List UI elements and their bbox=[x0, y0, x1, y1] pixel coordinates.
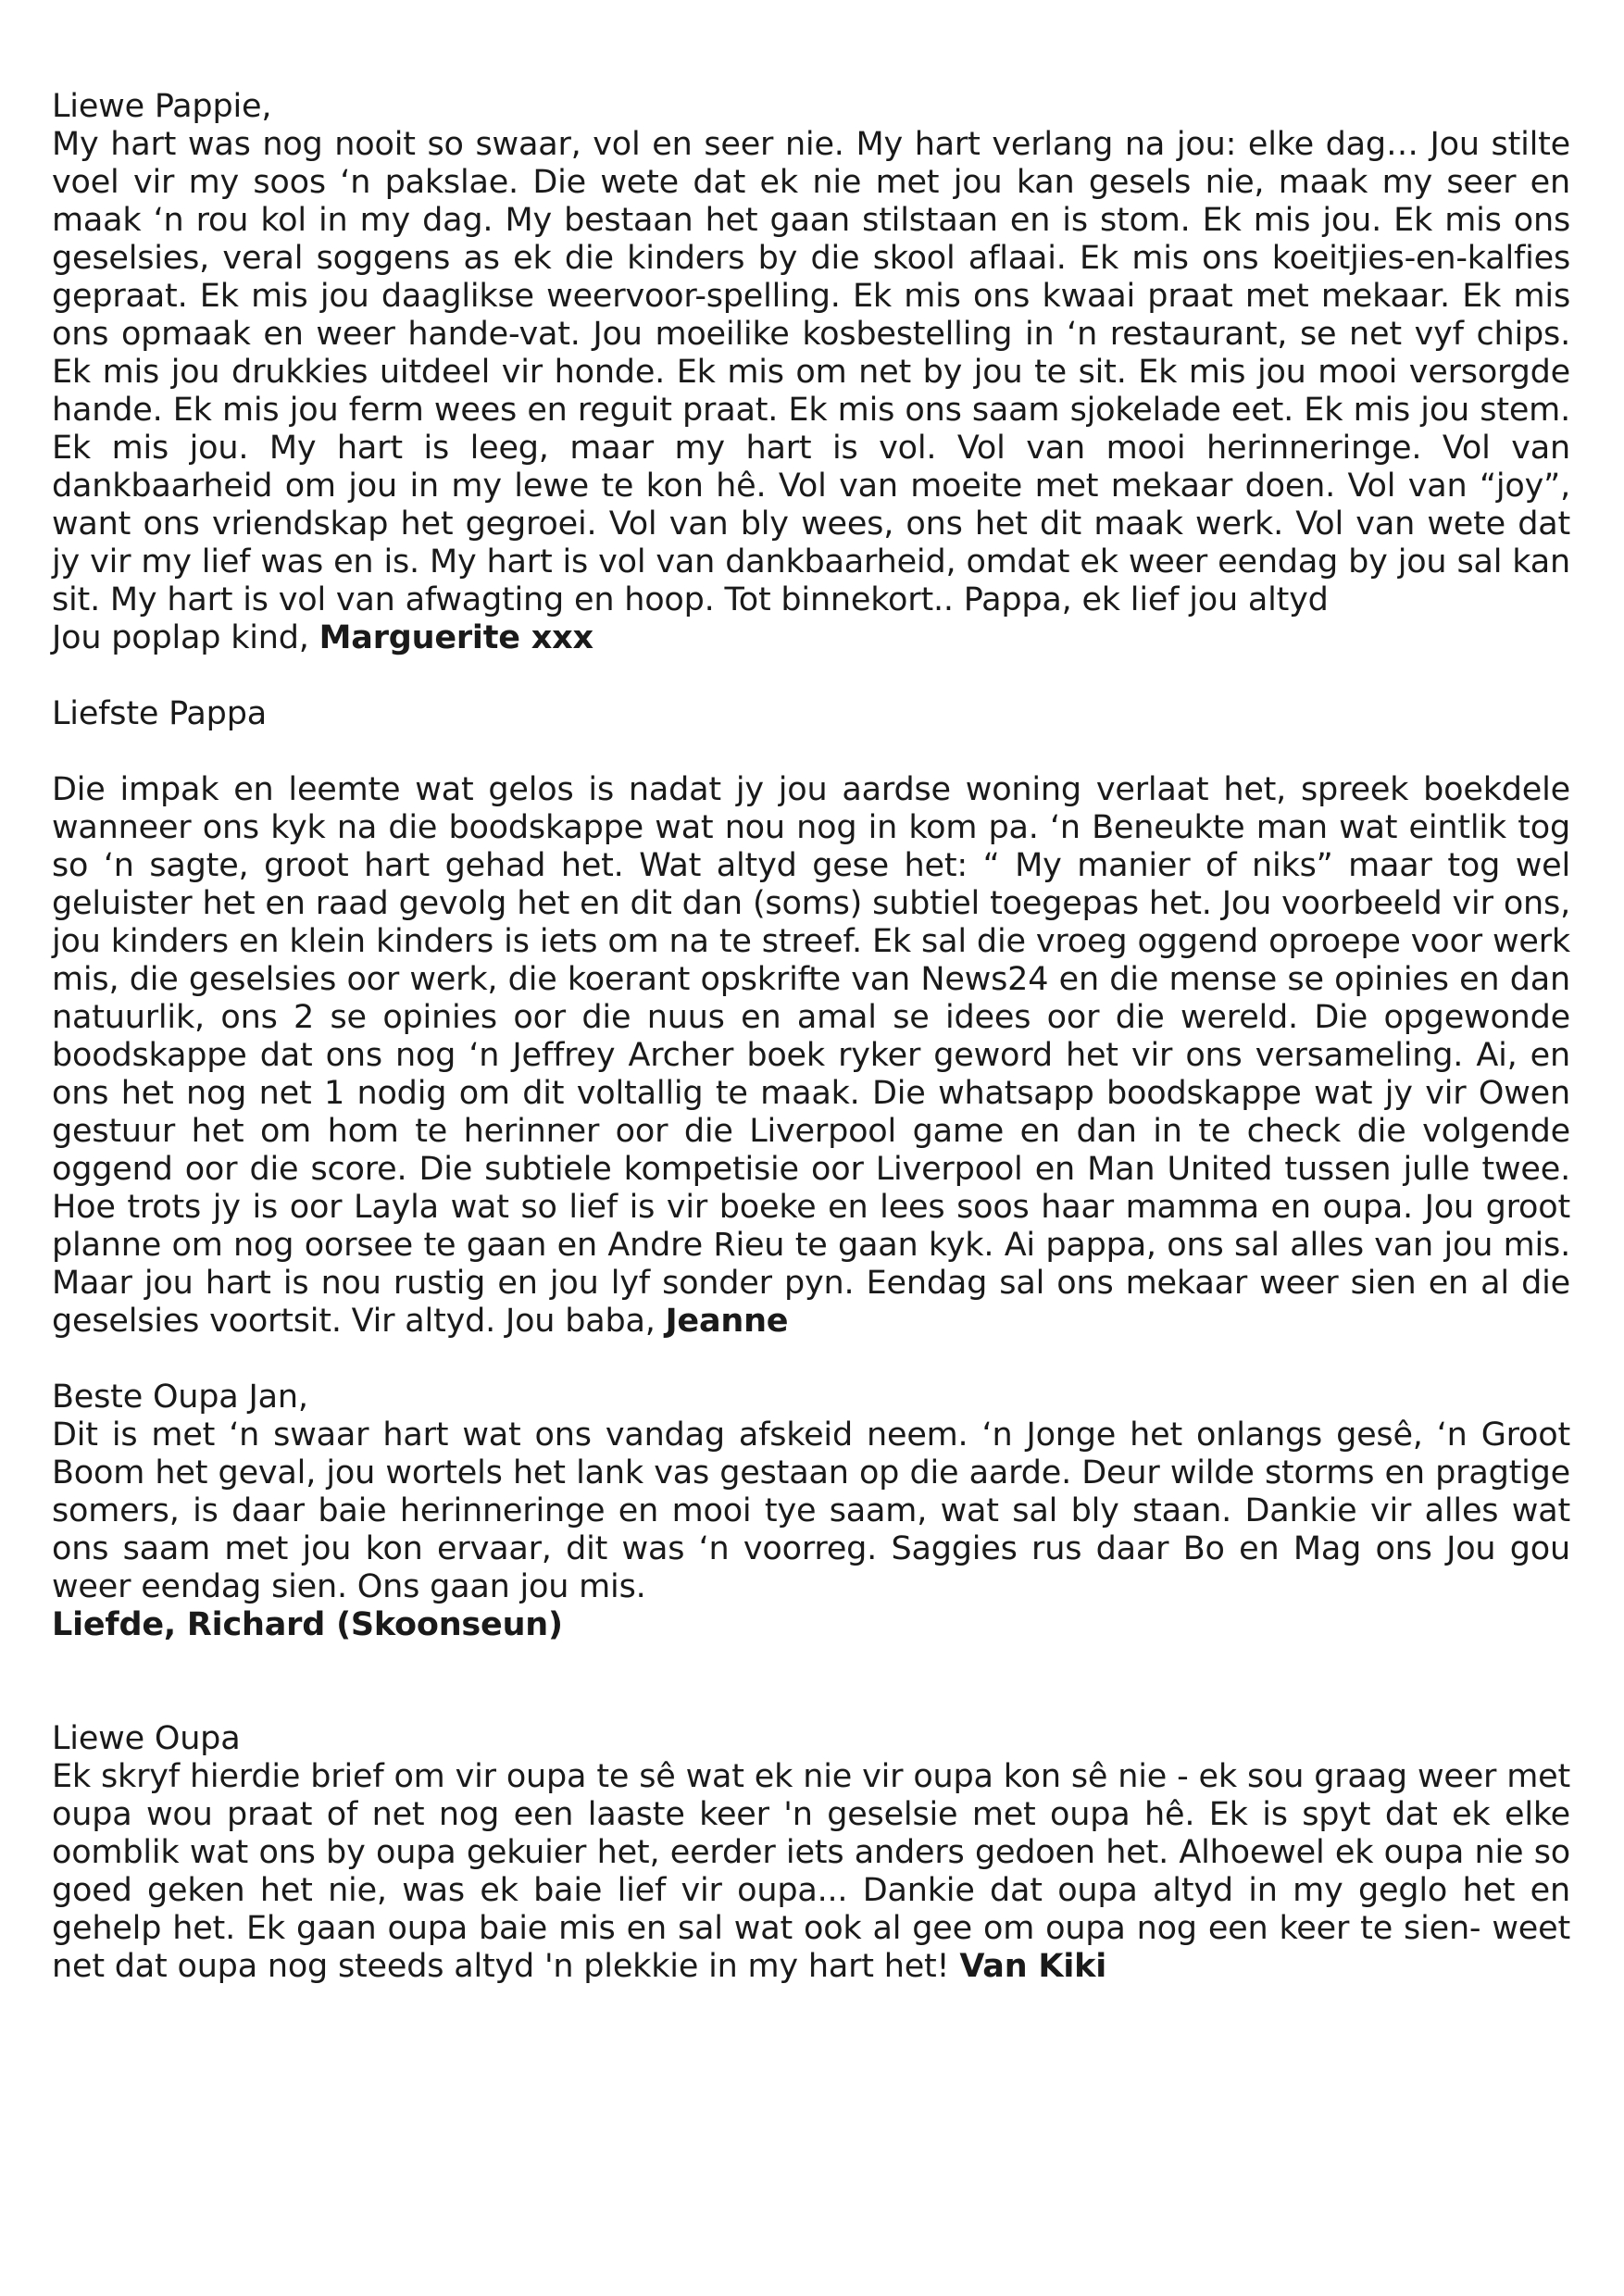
letter-signature: Liefde, Richard (Skoonseun) bbox=[52, 1606, 563, 1643]
letter-body bbox=[52, 771, 1570, 1341]
spacer bbox=[52, 1341, 1570, 1379]
letter-signature: Marguerite xxx bbox=[319, 619, 593, 656]
spacer bbox=[52, 1644, 1570, 1720]
closing-text: Jou poplap kind, bbox=[52, 619, 319, 656]
spacer bbox=[52, 733, 1570, 771]
body-text: Ek skryf hierdie brief om vir oupa te sê wat ek nie vir oupa kon sê nie - ek sou graag weer met oupa wou praat of net nog een laaste keer 'n geselsie met oupa hê. Ek is spyt dat ek elke oomblik wat ons by oupa gekuier het, eerder iets anders gedoen het. Alhoewel ek oupa nie so goed geken het nie, was ek baie lief vir oupa... Dankie dat oupa altyd in my geglo het en gehelp het. Ek gaan oupa baie mis en sal wat ook al gee om oupa nog een keer te sien- weet net dat oupa nog steeds altyd 'n plekkie in my hart het! bbox=[52, 1758, 1570, 1985]
letter-body: Dit is met ‘n swaar hart wat ons vandag afskeid neem. ‘n Jonge het onlangs gesê, ‘n Groot Boom het geval, jou wortels het lank vas gestaan op die aarde. Deur wilde storms en pragtige somers, is daar baie herinneringe en mooi tye saam, wat sal bly staan. Dankie vir alles wat ons saam met jou kon ervaar, dit was ‘n voorreg. Saggies rus daar Bo en Mag ons Jou gou weer eendag sien. Ons gaan jou mis. bbox=[52, 1416, 1570, 1605]
letter-kiki bbox=[52, 1720, 1570, 1986]
letter-signature: Jeanne bbox=[665, 1303, 789, 1340]
letter-salutation: Liefste Pappa bbox=[52, 695, 267, 732]
tribute-page bbox=[52, 88, 1570, 1986]
letter-salutation: Liewe Pappie, bbox=[52, 88, 272, 125]
letter-closing bbox=[52, 619, 593, 656]
letter-signature: Van Kiki bbox=[959, 1948, 1106, 1985]
body-text: Die impak en leemte wat gelos is nadat jy jou aardse woning verlaat het, spreek boekdele wanneer ons kyk na die boodskappe wat nou nog in kom pa. ‘n Beneukte man wat eintlik tog so ‘n sagte, groot hart gehad het. Wat altyd gese het: “ My manier of niks” maar tog wel geluister het en raad gevolg het en dit dan (soms) subtiel toegepas het. Jou voorbeeld vir ons, jou kinders en klein kinders is iets om na te streef. Ek sal die vroeg oggend oproepe voor werk mis, die geselsies oor werk, die koerant opskrifte van News24 en die mense se opinies en dan natuurlik, ons 2 se opinies oor die nuus en amal se idees oor die wereld. Die opgewonde boodskappe dat ons nog ‘n Jeffrey Archer boek ryker geword het vir ons versameling. Ai, en ons het nog net 1 nodig om dit voltallig te maak. Die whatsapp boodskappe wat jy vir Owen gestuur het om hom te herinner oor die Liverpool game en dan in te check die volgende oggend oor die score. Die subtiele kompetisie oor Liverpool en Man United tussen julle twee. Hoe trots jy is oor Layla wat so lief is vir boeke en lees soos haar mamma en oupa. Jou groot planne om nog oorsee te gaan en Andre Rieu te gaan kyk. Ai pappa, ons sal alles van jou mis. Maar jou hart is nou rustig en jou lyf sonder pyn. Eendag sal ons mekaar weer sien en al die geselsies voortsit. Vir altyd. Jou baba, bbox=[52, 771, 1570, 1340]
letter-salutation: Beste Oupa Jan, bbox=[52, 1379, 308, 1416]
letter-body: My hart was nog nooit so swaar, vol en seer nie. My hart verlang na jou: elke dag… Jou stilte voel vir my soos ‘n pakslae. Die wete dat ek nie met jou kan gesels nie, maak my seer en maak ‘n rou kol in my dag. My bestaan het gaan stilstaan en is stom. Ek mis jou. Ek mis ons geselsies, veral soggens as ek die kinders by die skool aflaai. Ek mis ons koeitjies-en-kalfies gepraat. Ek mis jou daaglikse weervoor-spelling. Ek mis ons kwaai praat met mekaar. Ek mis ons opmaak en weer hande-vat. Jou moeilike kosbestelling in ‘n restaurant, se net vyf chips. Ek mis jou drukkies uitdeel vir honde. Ek mis om net by jou te sit. Ek mis jou mooi versorgde hande. Ek mis jou ferm wees en reguit praat. Ek mis ons saam sjokelade eet. Ek mis jou stem. Ek mis jou. My hart is leeg, maar my hart is vol. Vol van mooi herinneringe. Vol van dankbaarheid om jou in my lewe te kon hê. Vol van moeite met mekaar doen. Vol van “joy”, want ons vriendskap het gegroei. Vol van bly wees, ons het dit maak werk. Vol van wete dat jy vir my lief was en is. My hart is vol van dankbaarheid, omdat ek weer eendag by jou sal kan sit. My hart is vol van afwagting en hoop. Tot binnekort.. Pappa, ek lief jou altyd bbox=[52, 126, 1570, 618]
letter-marguerite bbox=[52, 88, 1570, 657]
letter-richard bbox=[52, 1379, 1570, 1644]
letter-salutation: Liewe Oupa bbox=[52, 1720, 241, 1757]
letter-jeanne bbox=[52, 695, 1570, 1341]
spacer bbox=[52, 657, 1570, 695]
letter-body bbox=[52, 1758, 1570, 1986]
